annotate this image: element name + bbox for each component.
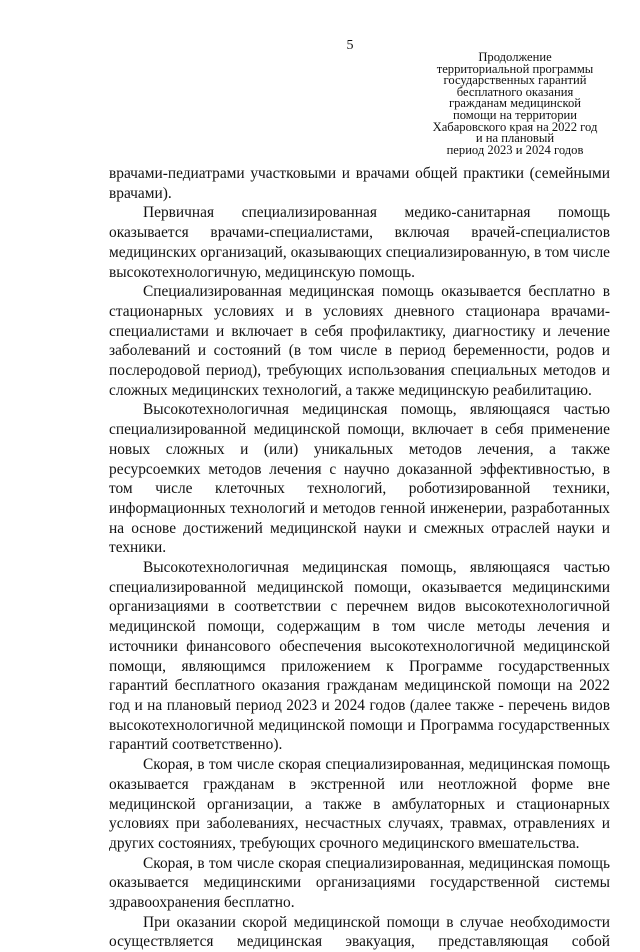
body-text — [109, 164, 610, 952]
paragraph: При оказании скорой медицинской помощи в случае необходимости осуществляется медицинская эвакуация, представляющая собой — [109, 913, 610, 951]
header-note-line: Хабаровского края на 2022 год — [432, 119, 598, 134]
paragraph: Первичная специализированная медико-санитарная помощь оказывается врачами-специалистами, включая врачей-специалистов медицинских организаций, оказывающих специализированную, в том числе высокотехнологичную, медицинскую помощь. — [109, 204, 610, 281]
page-number: 5 — [346, 38, 354, 53]
header-note-line: бесплатного оказания — [456, 84, 574, 99]
header-note-line: гражданам медицинской — [448, 96, 582, 111]
paragraph: Скорая, в том числе скорая специализированная, медицинская помощь оказывается гражданам в экстренной или неотложной форме вне медицинской организации, а также в амбулаторных и стационарных условиях при заболеваниях, несчастных случаях, травмах, отравлениях и других состояниях, требующих срочного медицинского вмешательства. — [109, 756, 610, 852]
paragraph: Специализированная медицинская помощь оказывается бесплатно в стационарных условиях и в условиях дневного стационара врачами-специалистами и включает в себя профилактику, диагностику и лечение заболеваний и состояний (в том числе в период беременности, родов и послеродовой период), требующих использования специальных методов и сложных медицинских технологий, а также медицинскую реабилитацию. — [109, 283, 610, 399]
header-continuation-note — [420, 52, 610, 156]
header-note-line: территориальной программы — [436, 61, 594, 76]
paragraph: Скорая, в том числе скорая специализированная, медицинская помощь оказывается медицинскими организациями государственной системы здравоохранения бесплатно. — [109, 854, 610, 912]
header-note-line: государственных гарантий — [443, 73, 587, 88]
header-note-line: период 2023 и 2024 годов — [446, 142, 584, 157]
paragraph: Высокотехнологичная медицинская помощь, являющаяся частью специализированной медицинской помощи, включает в себя применение новых сложных и (или) уникальных методов лечения, а также ресурсоемких методов лечения с научно доказанной эффективностью, в том числе клеточных технологий, роботизированной техники, информационных технологий и методов генной инженерии, разработанных на основе достижений медицинской науки и смежных отраслей науки и техники. — [109, 401, 610, 557]
header-note-line: и на плановый — [475, 131, 555, 146]
paragraph: Высокотехнологичная медицинская помощь, являющаяся частью специализированной медицинской помощи, оказывается медицинскими организациями в соответствии с перечнем видов высокотехнологичной медицинской помощи, содержащим в том числе методы лечения и источники финансового обеспечения высокотехнологичной медицинской помощи, являющимся приложением к Программе государственных гарантий бесплатного оказания гражданам медицинской помощи на 2022 год и на плановый период 2023 и 2024 годов (далее также - перечень видов высокотехнологичной медицинской помощи и Программа государственных гарантий соответственно). — [109, 559, 610, 754]
header-note-line: Продолжение — [478, 50, 552, 64]
header-note-line: помощи на территории — [453, 107, 577, 122]
paragraph: врачами-педиатрами участковыми и врачами общей практики (семейными врачами). — [109, 165, 610, 202]
